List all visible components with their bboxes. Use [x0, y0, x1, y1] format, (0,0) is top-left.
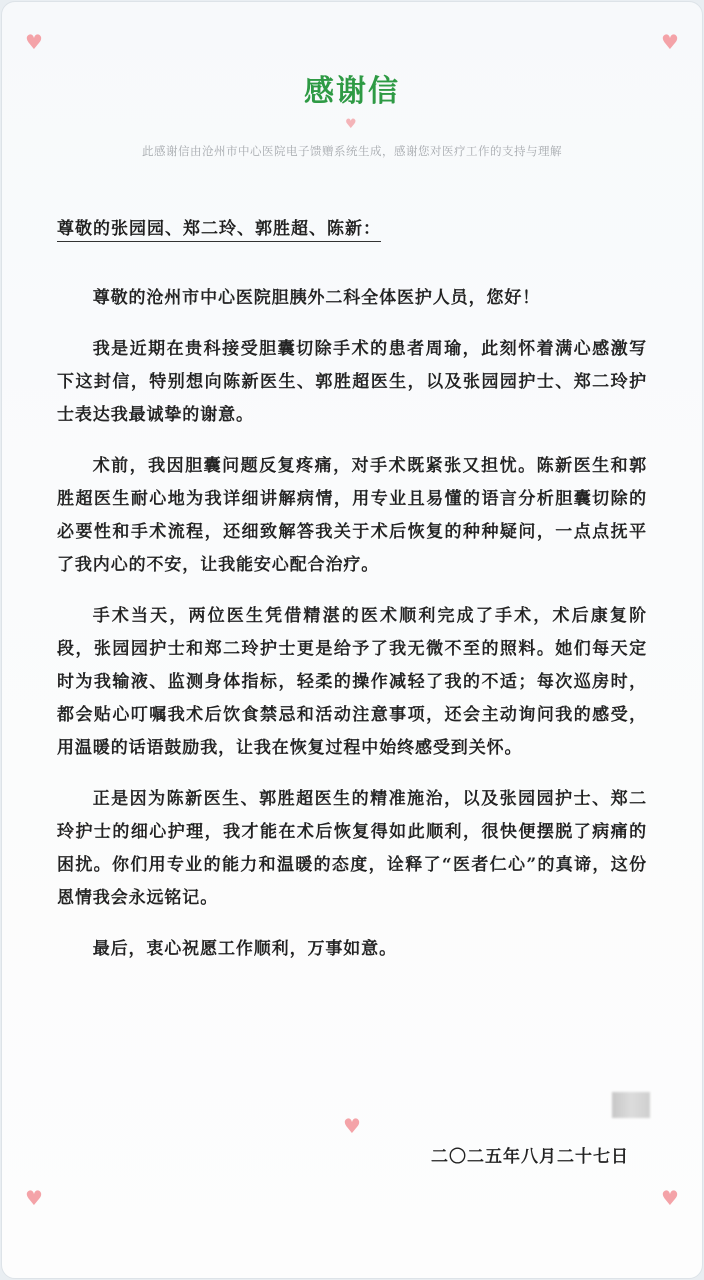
letter-subtitle: 此感谢信由沧州市中心医院电子馈赠系统生成，感谢您对医疗工作的支持与理解: [142, 144, 562, 158]
paragraph: 正是因为陈新医生、郭胜超医生的精准施治，以及张园园护士、郑二玲护士的细心护理，我才能在术后恢复得如此顺利，很快便摆脱了病痛的困扰。你们用专业的能力和温暖的态度，诠释了“医者仁心”的真谛，这份恩情我会永远铭记。: [57, 789, 647, 908]
paragraph: 手术当天，两位医生凭借精湛的医术顺利完成了手术，术后康复阶段，张园园护士和郑二玲护士更是给予了我无微不至的照料。她们每天定时为我输液、监测身体指标，轻柔的操作减轻了我的不适；每次巡房时，都会贴心叮嘱我术后饮食禁忌和活动注意事项，还会主动询问我的感受，用温暖的话语鼓励我，让我在恢复过程中始终感受到关怀。: [57, 606, 647, 758]
paragraph: 术前，我因胆囊问题反复疼痛，对手术既紧张又担忧。陈新医生和郭胜超医生耐心地为我详细讲解病情，用专业且易懂的语言分析胆囊切除的必要性和手术流程，还细致解答我关于术后恢复的种种疑问，一点点抚平了我内心的不安，让我能安心配合治疗。: [57, 456, 647, 575]
letter-body: [57, 282, 647, 984]
heart-icon: ♥: [343, 1114, 361, 1138]
heart-icon: ♥: [345, 117, 357, 132]
paragraph: 最后，衷心祝愿工作顺利，万事如意。: [92, 939, 397, 959]
heart-icon: ♥: [25, 1186, 43, 1210]
heart-icon: ♥: [25, 30, 43, 54]
letter-greeting: 尊敬的张园园、郑二玲、郭胜超、陈新：: [57, 214, 381, 242]
letter-date: 二〇二五年八月二十七日: [431, 1147, 629, 1167]
redacted-signature: [612, 1092, 650, 1118]
paragraph: 我是近期在贵科接受胆囊切除手术的患者周瑜，此刻怀着满心感激写下这封信，特别想向陈新医生、郭胜超医生，以及张园园护士、郑二玲护士表达我最诚挚的谢意。: [57, 339, 647, 425]
letter-title: 感谢信: [304, 74, 400, 109]
paragraph: 尊敬的沧州市中心医院胆胰外二科全体医护人员，您好！: [92, 288, 541, 308]
heart-icon: ♥: [661, 30, 679, 54]
heart-icon: ♥: [661, 1186, 679, 1210]
